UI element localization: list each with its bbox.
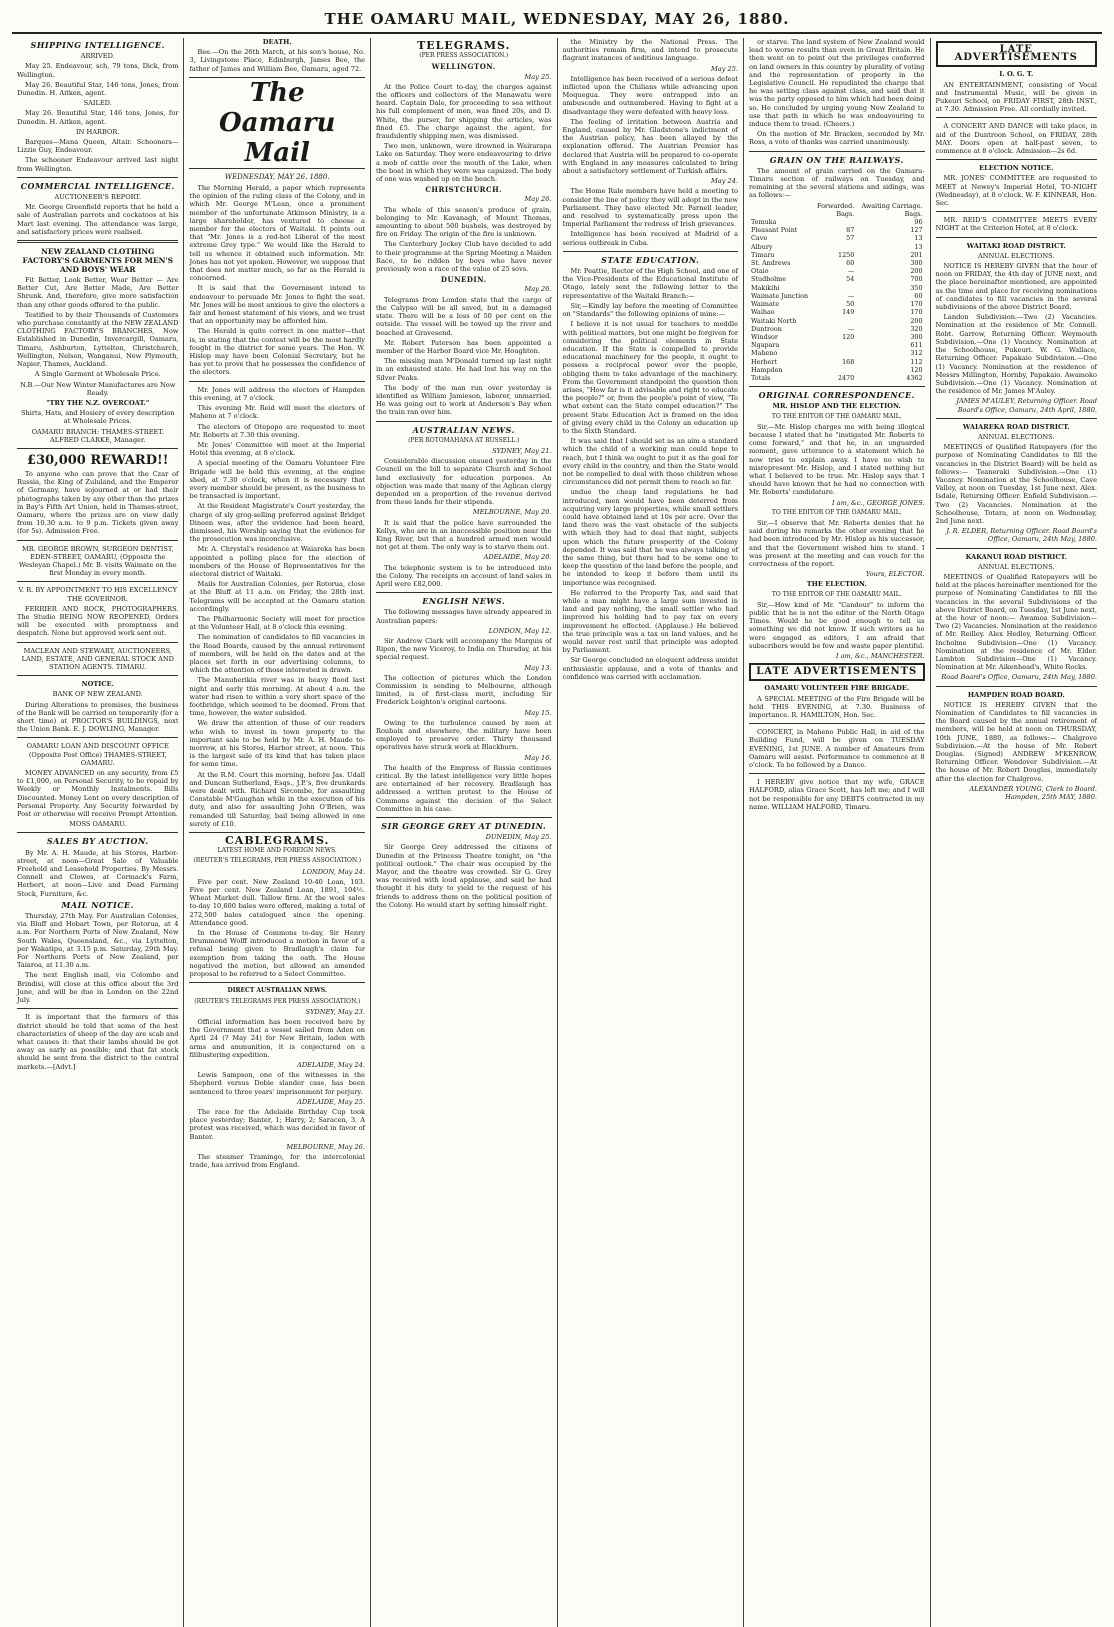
news-item: The Home Rule members have held a meeting to consider the line of policy they will adopt in the new Parliament. They have elected Mr. Parnell leader, and resolved to systematically press upon the Imperial Parliament the redress of Irish grievances. <box>562 187 739 229</box>
grain-heading: GRAIN ON THE RAILWAYS. <box>769 154 904 165</box>
cablegrams-subheading: LATEST HOME AND FOREIGN NEWS. <box>217 847 337 855</box>
grain-table <box>749 202 925 382</box>
ad-text: AN ENTERTAINMENT, consisting of Vocal and Instrumental Music, will be given in Pukeuri School, on FRIDAY FIRST, 28th INST., at 7.30. Admission Free. All cordially invited. <box>935 80 1097 114</box>
news-item: Sir George Grey addressed the citizens of Dunedin at the Princess Theatre tonight, on "the political outlook." The chair was occupied by the Mayor, and the theatre was crowded. Sir G. Grey was received with loud applause, and said he had thought it his duty to yield to the request of his friends to address them on the political position of the Colony. He would start by setting himself right. <box>375 843 552 909</box>
local-item: The Philharmonic Society will meet for practice at the Volunteer Hall, at 8 o'clock this evening. <box>189 614 365 632</box>
divider <box>376 592 552 593</box>
cablegrams-heading: CABLEGRAMS. <box>225 834 330 848</box>
cable-item: The steamer Tramingo, for the intercolonial trade, has arrived from England. <box>189 1152 365 1170</box>
grain-awaiting: 170 <box>910 308 923 317</box>
editorial-paragraph: The Morning Herald, a paper which represents the opinion of the ruling class of the Colony, and in which Mr. George M'Lean, once a prominent member of the unfortunate Atkinson Ministry, is a large shareholder, has ventured to choose a member for the electors of Waitaki. It points out that "Mr. Jones is a red-hot Liberal of the most extreme Grey type." We would like the Herald to tell us whence it obtained such information. Mr. Jones has not yet spoken. However, we suppose that that does not matter much, so far as the Herald is concerned. <box>189 184 365 283</box>
divider <box>749 773 925 774</box>
grain-awaiting: 350 <box>910 283 923 292</box>
loan-office-name: MOSS OAMARU. <box>69 820 127 829</box>
news-item: The telephonic system is to be introduced into the Colony. The receipts on account of land sales in April were £82,000. <box>375 563 552 588</box>
column-6 <box>931 38 1102 1627</box>
divider <box>17 675 178 676</box>
grain-station: Waimate <box>751 300 780 309</box>
letter-signature: I am, &c., GEORGE JONES. <box>831 498 925 507</box>
ad-text: A CONCERT AND DANCE will take place, in aid of the Duntroon School, on FRIDAY, 28th MAY. Doors open at half-past seven, to commence at 8 o'clock. Admission—2s 6d. <box>935 122 1097 156</box>
grain-station: Windsor <box>751 332 778 341</box>
clothing-ad-branches: Testified to by their Thousands of Customers who purchase constantly at the NEW ZEALAND CLOTHING FACTORY'S BRANCHES, Now Established in Dunedin, Invercargill, Oamaru, Timaru, Ashburton, Lyttelton, Christchurch, Wellington, Nelson, Wanganui, New Plymouth, Napier, Thames, Auckland. <box>17 310 179 369</box>
local-item: A special meeting of the Oamaru Volunteer Fire Brigade will be held this evening, at the engine shed, at 7.30 o'clock, when it is necessary that every member should be present, as the business to be transacted is important. <box>189 459 365 501</box>
grain-awaiting: 96 <box>914 218 923 227</box>
grain-forwarded <box>813 366 856 374</box>
grain-row <box>749 259 925 267</box>
divider <box>749 723 925 724</box>
divider <box>936 548 1097 549</box>
late-ads-header: LATE ADVERTISEMENTS <box>936 41 1097 67</box>
dateline: LONDON, May 24. <box>302 867 365 876</box>
grain-row <box>749 292 925 300</box>
local-item: Mails for Australian Colonies, per Rotorua, close at the Bluff at 11 a.m. on Friday, the 28th inst. Telegrams will be accepted at the Oamaru station accordingly. <box>189 580 365 613</box>
grain-awaiting: 200 <box>910 316 923 325</box>
grain-row <box>749 300 925 308</box>
local-item: At the R.M. Court this morning, before Jas. Udall and Duncan Sutherland, Esqs., J.P.'s, five drunkards were dealt with. Richard Sircombe, for assaulting Constable M'Gaughan while in the execution of his duty, and also for assaulting John O'Brien, was remanded till Saturday, bail being allowed in one surety of £10. <box>189 770 365 828</box>
ad-title: ELECTION NOTICE. <box>979 164 1054 173</box>
grey-heading: SIR GEORGE GREY AT DUNEDIN. <box>381 821 547 832</box>
paper-title: The Oamaru Mail <box>189 77 365 169</box>
dateline: May 26. <box>524 195 552 204</box>
telegram-item: Telegrams from London state that the cargo of the Calypso will be all saved, but in a damaged state. There will be a loss of 50 per cent on the outside. The vessel will be towed up the river and beached at Gravesend. <box>375 295 552 337</box>
news-item: The health of the Empress of Russia continues critical. By the latest intelligence very little hopes are entertained of her recovery. Bradlaugh has addressed a written protest to the House of Commons against the decision of the Select Committee in his case. <box>375 763 552 813</box>
grain-col-awaiting: Awaiting Carriage. <box>861 201 923 210</box>
ad-signature: ALEXANDER YOUNG, Clerk to Board. Hampden, 25th MAY, 1880. <box>969 784 1097 802</box>
dateline: SYDNEY, May 23. <box>305 1007 365 1016</box>
grain-forwarded: 168 <box>842 357 855 366</box>
dateline: May 24. <box>711 177 739 186</box>
grain-station: St. Andrews <box>751 259 791 268</box>
grain-forwarded: 87 <box>846 226 855 235</box>
ad-subtitle: ANNUAL ELECTIONS. <box>978 562 1055 571</box>
letter-paragraph: He referred to the Property Tax, and said that while a man might have a large sum invested in land and pay nothing, the small settler who had improved his holding had to pay tax on every improvement he effected. (Applause.) He believed the true principle was a tax on land values, and he would never rest until that principle was adopted by Parliament. <box>562 588 739 655</box>
letter-salutation: TO THE EDITOR OF THE OAMARU MAIL. <box>771 590 902 598</box>
grain-row <box>749 317 925 325</box>
dateline: LONDON, May 12. <box>488 626 552 635</box>
ad-subtitle: ANNUAL ELECTIONS. <box>978 251 1055 260</box>
grain-forwarded: 120 <box>842 332 855 341</box>
ad-text: MR. REID'S COMMITTEE MEETS EVERY NIGHT at the Criterion Hotel, at 8 o'clock. <box>935 216 1097 233</box>
grain-forwarded: — <box>847 291 855 300</box>
ship-entry: May 26. Beautiful Star, 146 tons, Jones, for Dunedin. H. Aitken, agent. <box>17 109 179 126</box>
ship-entry: May 25. Endeavour, sch, 79 tons, Dick, from Wellington. <box>17 62 179 79</box>
divider <box>189 381 365 382</box>
sailed-heading: SAILED. <box>83 99 112 108</box>
cable-item: Official information has been received here by the Government that a vessel sailed from Aden on April 24 (? May 24) for New Britain, laden with arms and ammunition, it is conjectured on a filibustering expedition. <box>189 1017 365 1059</box>
grain-forwarded <box>813 349 856 357</box>
divider <box>189 982 365 983</box>
editorial-paragraph: The Herald is quite correct in one matter—that is, in stating that the contest will be the most hardly fought in the district for some years. The Hon. W. Hislop may have been Colonial Secretary, but he has yet to prove that he possesses the confidence of the electors. <box>189 327 365 377</box>
grain-station: Herbert <box>751 357 777 366</box>
dateline: ADELAIDE, May 24. <box>297 1060 365 1069</box>
place-heading: DUNEDIN. <box>440 275 487 285</box>
grain-table-body <box>749 218 925 374</box>
grain-forwarded <box>813 317 856 325</box>
shipping-title: SHIPPING INTELLIGENCE. <box>30 40 165 50</box>
grain-station: Pleasant Point <box>751 226 798 235</box>
divider <box>376 817 552 818</box>
local-item: The nomination of candidates to fill vacancies in the Road Boards, caused by the annual retirement of members, will be held on the dates and at the places set forth in our advertising columns, to which the attention of those interested is drawn. <box>189 633 365 675</box>
editorial-paragraph: It is said that the Government intend to endeavour to persuade Mr. Jones to fight the seat. Mr. Jones will be most anxious to give the electors a fair and honest statement of his views, and we trust that an opportunity may be afforded him. <box>189 284 365 326</box>
divider <box>936 686 1097 687</box>
grain-forwarded: 54 <box>846 275 855 284</box>
letter-signature: I am, &c., MANCHESTER. <box>835 652 925 661</box>
divider <box>17 642 178 643</box>
reward-headline: £30,000 REWARD!! <box>27 452 169 468</box>
cable-item: Lewis Sampson, one of the witnesses in the Shepherd versus Dobie slander case, has been sentenced to three years' imprisonment for perjury. <box>189 1071 365 1096</box>
grain-station: Hampden <box>751 365 783 374</box>
divider <box>17 832 178 833</box>
telegram-item: The Canterbury Jockey Club have decided to add to their programme at the Spring Meeting a Maiden Race, to be ridden by boys who have never previously won a race of the value of 25 sovs. <box>375 240 552 274</box>
direct-news-heading: DIRECT AUSTRALIAN NEWS. <box>227 987 327 995</box>
sales-text: By Mr. A. H. Maude, at his Stores, Harbor-street, at noon—Great Sale of Valuable Freehold and Leasehold Properties. By Messrs. Connell and Clowes, at Cormack's Farm, Herbert, at noon—Live and Dead Farming Stock, Furniture, &c. <box>17 848 179 898</box>
telegram-item: Mr. Robert Paterson has been appointed a member of the Harbor Board vice Mr. Houghton. <box>375 338 552 355</box>
mail-notice-text-2: The next English mail, via Colombo and Brindisi, will close at this office about the 3rd June, and will be due in London on the 22nd July. <box>17 971 179 1005</box>
local-item: Mr. Jones will address the electors of Hampden this evening, at 7 o'clock. <box>189 385 365 402</box>
divider <box>17 737 178 738</box>
dateline: DUNEDIN, May 25. <box>485 833 552 842</box>
grain-awaiting: 13 <box>914 242 923 251</box>
ad-signature: JAMES M'AULEY, Returning Officer. Road Board's Office, Oamaru, 24th April, 1880. <box>956 397 1097 414</box>
grain-row <box>749 251 925 259</box>
local-item: At the Resident Magistrate's Court yesterday, the charge of sly grog-selling preferred against Bridget Dineen was, after the evidence had been heard, dismissed, his Worship saying that the evidence for the prosecution was inconclusive. <box>189 502 365 544</box>
grain-forwarded <box>813 284 856 292</box>
reward-text: To anyone who can prove that the Czar of Russia, the King of Zululand, and the Emperor of Germany, have sojourned at or had their photographs taken by any other than the prizes in Bay's Fifth Art Union, held in Thames-street, Oamaru, where the prizes are on view daily from 10.30 a.m. to 9 p.m. Tickets given away (for 5s). Admission Free. <box>17 469 179 536</box>
cable-item: In the House of Commons to-day, Sir Henry Drummond Wolff introduced a motion in favor of a refusal being given to Bradlaugh's claim for exemption from taking the oath. The House negatived the motion, but allowed an amended proposal to be referred to a Select Committee. <box>189 929 365 979</box>
grain-forwarded: 149 <box>842 308 855 317</box>
grain-row <box>749 308 925 316</box>
ad-signature: J. R. ELDER, Returning Officer. Road Board's Office, Oamaru, 24th May, 1880. <box>946 527 1097 544</box>
ad-title: WAIAREKA ROAD DISTRICT. <box>962 422 1070 431</box>
masthead: THE OAMARU MAIL, WEDNESDAY, MAY 26, 1880. <box>12 10 1102 34</box>
clothing-ad-winter: N.B.—Our New Winter Manufactures are Now Ready. <box>20 380 176 397</box>
grain-total-forwarded: 2470 <box>838 373 855 382</box>
grain-row <box>749 234 925 242</box>
local-item: Mr. A. Chrystal's residence at Waiareka has been appointed a polling place for the election of members of the House of Representatives for the electoral district of Waitaki. <box>189 545 365 578</box>
news-item: The following messages have already appeared in Australian papers: <box>375 608 552 625</box>
divider <box>936 117 1097 118</box>
divider <box>749 151 925 152</box>
grain-row <box>749 243 925 251</box>
letter-paragraph: It was said that I should set as an aim a standard which the child of a working man could hope to reach, but I think we ought to put it as the goal for every child in the country, and then the State would not be compelled to deal with those children whose circumstances did not permit them to reach so far. <box>562 437 739 487</box>
grain-awaiting: 112 <box>910 357 923 366</box>
grain-station: Maheno <box>751 349 778 358</box>
grain-forwarded <box>813 341 856 349</box>
grain-row <box>749 333 925 341</box>
local-item: We draw the attention of those of our readers who wish to invest in town property to the important sale to be held by Mr. A. H. Maude to-morrow, at his Stores, Harbor street, at noon. This is the largest sale of its kind that has taken place for some time. <box>189 719 365 769</box>
ad-title: OAMARU VOLUNTEER FIRE BRIGADE. <box>764 684 910 693</box>
grain-awaiting: 700 <box>910 275 923 284</box>
letter-salutation: TO THE EDITOR OF THE OAMARU MAIL. <box>771 412 902 420</box>
grain-awaiting: 611 <box>910 341 923 350</box>
death-heading: DEATH. <box>262 38 292 46</box>
grain-station: Otaio <box>751 267 769 276</box>
grain-awaiting: 170 <box>910 300 923 309</box>
mail-notice-heading: MAIL NOTICE. <box>61 899 134 910</box>
grain-forwarded: 60 <box>846 259 855 268</box>
dateline: May 16. <box>524 753 552 762</box>
clothing-ad-branch: OAMARU BRANCH: THAMES-STREET. ALFRED CLARKE, Manager. <box>31 427 164 444</box>
death-notice: Bee.—On the 26th March, at his son's house, No. 3, Livingstone Place, Edinburgh, James Bee, the father of James and William Bee, Oamaru, aged 72. <box>189 48 365 73</box>
grain-col-forwarded: Forwarded. <box>816 201 855 210</box>
grain-row <box>749 275 925 283</box>
grain-station: Timaru <box>751 250 775 259</box>
grain-total-awaiting: 4362 <box>906 373 923 382</box>
news-item: The collection of pictures which the London Commission is sending to Melbourne, although limited, is of first-class merit, including Sir Frederick Leighton's original cartoons. <box>375 673 552 707</box>
state-education-heading: STATE EDUCATION. <box>601 254 700 265</box>
telegram-item: The missing man M'Donald turned up last night in an exhausted state. He had lost his way on the Silver Peaks. <box>375 357 552 382</box>
ad-title: WAITAKI ROAD DISTRICT. <box>966 241 1066 250</box>
telegram-item: At the Police Court to-day, the charges against the officers and collectors of the Manawatu were heard. Captain Dale, for proceeding to sea without his full complement of men, was fined 20s, and D. White, the purser, for shipping the articles, was fined £5. The charge against the agent, for fraudulently shipping men, was dismissed. <box>375 82 552 141</box>
grain-awaiting: 200 <box>910 267 923 276</box>
grain-row <box>749 358 925 366</box>
grain-awaiting: 13 <box>914 234 923 243</box>
ad-text: MEETINGS of Qualified Ratepayers (for the purpose of Nominating Candidates to fill the vacancies in the District Board) will be held as follows:— Teaneraki Subdivision.—One (1) Vacancy. Nomination at the Schoolhouse, Cave Valley, at noon on Tuesday, 1st June next. Alex. Isdale, Returning Officer. Enfield Subdivision.—Two (2) Vacancies. Nomination at the Schoolhouse, Totara, at noon on Wednesday, 2nd June next. <box>935 443 1097 525</box>
telegrams-source: (PER PRESS ASSOCIATION.) <box>419 52 509 60</box>
cable-item: The race for the Adelaide Birthday Cup took place yesterday; Banter, 1; Harry, 2; Saracen, 3. A protest was received, which was decided in favor of Banter. <box>189 1107 365 1141</box>
grain-station: Waitaki North <box>751 316 797 325</box>
news-item: or starve. The land system of New Zealand would lead to worse results than even in Great Britain. He then went on to point out the privileges conferred on land owners in this country by plurality of voting and the representation of property in the Legislative Council. He repudiated the charge that he was setting class against class, and said that it was the party opposed to him which had been doing so. He concluded by urging young New Zealand to use that path in which he was endeavouring to induce them to tread. (Cheers.) <box>749 38 925 129</box>
advert-text: It is important that the farmers of this district should be told that some of the best characteristics of sheep of the day are scab and what causes it: that their lambs should be got away as early as possible; and that fat stock should be sent from the district to the central markets.—[Advt.] <box>17 1013 179 1071</box>
ad-text: Landon Subdivision.—Two (2) Vacancies. Nomination at the residence of Mr. Connell. Robt. Garrow, Returning Officer. Weymouth Subdivision.—One (1) Vacancy. Nomination at the Schoolhouse, Pukeuri. W. G. Wallace, Returning Officer. Papakaio Subdivision.—One (1) Vacancy. Nomination at the residence of Messrs Millington, Hornby, Papakaio. Awamoko Subdivision.—One (1) Vacancy. Nomination at the residence of Mr. James M'Auley. <box>935 313 1097 396</box>
dateline: May 13. <box>524 663 552 672</box>
telegrams-heading: TELEGRAMS. <box>417 39 511 52</box>
grain-station: Waihao <box>751 308 775 317</box>
in-harbor-heading: IN HARBOR. <box>76 127 120 136</box>
photographer-ad: FERRIER AND ROCK, PHOTOGRAPHERS. The Studio BEING NOW REOPENED, Orders will be executed with promptness and despatch. None but approved work sent out. <box>17 604 179 638</box>
grain-awaiting: 120 <box>910 365 923 374</box>
column-1 <box>12 38 184 1627</box>
divider <box>17 240 178 243</box>
ad-title: KAKANUI ROAD DISTRICT. <box>965 552 1067 561</box>
editorial-dateline: WEDNESDAY, MAY 26, 1880. <box>224 172 330 181</box>
divider <box>936 418 1097 419</box>
direct-news-source: (REUTER'S TELEGRAMS PER PRESS ASSOCIATION.) <box>194 997 361 1005</box>
grain-forwarded: 50 <box>846 300 855 309</box>
telegram-item: The whole of this season's produce of grain, belonging to Mr. Kavanagh, of Mount Thomas, amounting to about 500 bushels, was destroyed by fire on Friday. The origin of the fire is unknown. <box>375 205 552 239</box>
english-news-heading: ENGLISH NEWS. <box>422 596 506 607</box>
divider <box>936 237 1097 238</box>
loan-office-text: MONEY ADVANCED on any security, from £5 to £1,000, on Personal Security, to be repaid by Weekly or Monthly Instalments. Bills Discounted. Money Lent on every description of Personal Property. Any Security forwarded by Post or otherwise will receive Prompt Attention. <box>17 769 179 819</box>
grain-row <box>749 267 925 275</box>
divider <box>17 540 178 541</box>
grain-station: Temuka <box>751 218 777 227</box>
divider <box>749 386 925 387</box>
telegram-item: Two men, unknown, were drowned in Wairarapa Lake on Saturday. They were endeavouring to drive a mob of cattle over the mouth of the Lake, when the boat in which they were was capsized. The body of one was washed up on the beach. <box>375 142 552 184</box>
cable-item: Five per cent. New Zealand 10-40 Loan, 103. Five per cent. New Zealand Loan, 1891, 104½. Wheat Market dull. Tallow firm. At the wool sales to-day 10,600 bales were offered, making a total of 272,500 bales catalogued since the opening. Attendance good. <box>189 877 365 927</box>
dateline: May 25. <box>711 64 739 73</box>
letter-paragraph: Sir,—How kind of Mr. "Candour" to inform the public that he is not the editor of the North Otago Times. Would he be good enough to tell us something we did not know. If such writers as he were engaged as editors, I am afraid that subscribers would be few and waste paper plentiful. <box>749 600 925 650</box>
auctioneer-report: Mr. George Greenfield reports that he held a sale of Australian parrots and cockatoos at his Mart last evening. The attendance was large, and satisfactory prices were realised. <box>17 203 179 236</box>
ad-text: I HEREBY give notice that my wife, GRACE HALFORD, alias Grace Scott, has left me; and I will not be responsible for any DEBTS contracted in my name. WILLIAM HALFORD, Timaru. <box>749 778 925 811</box>
ad-title: HAMPDEN ROAD BOARD. <box>967 690 1065 699</box>
ad-text: A SPECIAL MEETING of the Fire Brigade will be held THIS EVENING, at 7.30. Business of importance. R. HAMILTON, Hon. Sec. <box>749 694 925 720</box>
arrived-heading: ARRIVED. <box>80 52 115 61</box>
column-2 <box>184 38 371 1627</box>
divider <box>17 177 178 178</box>
grain-row <box>749 349 925 357</box>
news-item: Intelligence has been received at Madrid of a serious outbreak in Cuba. <box>562 230 739 247</box>
local-item: The Manuherikia river was in heavy flood last night and early this morning. At about 4 a.m. the water had risen to within a very short space of the footbridge, which seemed to be doomed. From that time, however, the water subsided. <box>189 676 365 718</box>
column-4 <box>558 38 745 1627</box>
cablegrams-source: (REUTER'S TELEGRAMS, PER PRESS ASSOCIATION.) <box>193 857 362 865</box>
loan-office-title: OAMARU LOAN AND DISCOUNT OFFICE (Opposite Post Office) THAMES-STREET, OAMARU. <box>26 742 169 767</box>
ad-signature: Road Board's Office, Oamaru, 24th May, 1880. <box>941 673 1097 682</box>
grain-intro: The amount of grain carried on the Oamaru-Timaru section of railways on Tuesday, and remaining at the several stations and sidings, was as follows:— <box>749 166 925 200</box>
letter-paragraph: Mr. Peattie, Rector of the High School, and one of the Vice-Presidents of the Educational Institute of Otago, lately sent the following letter to the representative of the Waitaki Branch:— <box>562 267 739 300</box>
dateline: MELBOURNE, May 26. <box>286 1142 365 1151</box>
grain-awaiting: 127 <box>910 226 923 235</box>
grain-awaiting: 300 <box>910 332 923 341</box>
dateline: SYDNEY, May 21. <box>492 446 552 455</box>
grain-awaiting: 60 <box>914 291 923 300</box>
divider <box>17 1008 178 1009</box>
ad-subtitle: ANNUAL ELECTIONS. <box>978 432 1055 441</box>
divider <box>936 211 1097 212</box>
grain-awaiting: 201 <box>910 250 923 259</box>
news-item: the Ministry by the National Press. The authorities remain firm, and intend to prosecute flagrant instances of seditious language. <box>562 38 739 63</box>
grain-forwarded: — <box>847 267 855 276</box>
commercial-title: COMMERCIAL INTELLIGENCE. <box>20 180 175 191</box>
grain-row <box>749 366 925 374</box>
grain-row <box>749 226 925 234</box>
ship-entry: May 26. Beautiful Star, 146 tons, Jones, from Dunedin. H. Aitken, agent. <box>17 80 179 98</box>
auctioneer-ad: MACLEAN AND STEWART, AUCTIONEERS, LAND, ESTATE, AND GENERAL STOCK AND STATION AGENTS. TIMARU. <box>21 646 174 671</box>
grain-forwarded: — <box>847 324 855 333</box>
dateline: May 25. <box>524 72 552 81</box>
clothing-ad-hosiery: Shirts, Hats, and Hosiery of every description at Wholesale Prices. <box>21 409 175 426</box>
ad-text: CONCERT, in Maheno Public Hall, in aid of the Building Fund, will be given on TUESDAY EVENING, 1st JUNE. A number of Amateurs from Oamaru will assist. Performance to commence at 8 o'clock. To be followed by a Dance. <box>749 728 925 770</box>
grain-row <box>749 218 925 226</box>
place-heading: WELLINGTON. <box>431 62 496 72</box>
divider <box>936 159 1097 160</box>
local-item: This evening Mr. Reid will meet the electors of Maheno at 7 o'clock. <box>189 404 365 421</box>
auctioneer-report-heading: AUCTIONEER'S REPORT. <box>54 193 142 202</box>
news-item: On the motion of Mr. Bracken, seconded by Mr. Ross, a vote of thanks was carried unanimously. <box>749 130 925 147</box>
grain-row <box>749 325 925 333</box>
news-item: It is said that the police have surrounded the Kellys, who are in an inaccessible position near the King River, but that a hundred armed men would not get at them. The only way is to starve them out. <box>375 518 552 552</box>
grain-table-units <box>749 210 925 218</box>
letter-paragraph: Sir,—Mr. Hislop charges me with being illogical because I stated that he "instigated Mr. Roberts to come forward," and that he, in an unguarded moment, gave utterance to a statement which he now tries to explain away. I have no wish to misrepresent Mr. Hislop, and I stated nothing but what I believed to be true. Mr. Hislop says that I should have known that he had no connection with Mr. Roberts' candidature. <box>749 422 925 497</box>
appointment-line: V. R. BY APPOINTMENT TO HIS EXCELLENCY THE GOVERNOR. <box>18 586 178 603</box>
grain-awaiting: 312 <box>910 349 923 358</box>
news-item: Considerable discussion ensued yesterday in the Council on the bill to separate Church and School land exclusively for education purposes. An objection was made that many of the Aglican clergy depended on a proportion of the revenue derived from these lands for their stipends. <box>375 457 552 507</box>
ad-text: MR. JONES' COMMITTEE are requested to MEET at Newey's Imperial Hotel, TO-NIGHT (Wednesday), at 8 o'clock. W. F. KINNEAR, Hon. Sec. <box>935 174 1097 208</box>
grain-forwarded <box>813 218 856 226</box>
australian-news-heading: AUSTRALIAN NEWS. <box>412 424 515 435</box>
grain-station: Waimate Junction <box>751 291 809 300</box>
grain-total-row <box>749 374 925 382</box>
bank-name: BANK OF NEW ZEALAND. <box>52 690 143 699</box>
grain-station: Studholme <box>751 275 787 284</box>
grain-station: Albury <box>751 242 773 251</box>
letter-paragraph: I believe it is not usual for teachers to meddle with political matters, but one might be forgiven for considering the political elements in State education. If the State is compelled to provide educational machinery for the people, it ought to possess a reciprocal power over the people, obliging them to take advantage of the machinery. From the Government standpoint the question then arises, "How far is it advisable and right to educate the people?" or, from the people's point of view, "To what extent can the State compel education?" The present State Education Act is framed on the idea of giving every child in the Colony an education up to the Sixth Standard. <box>562 320 739 435</box>
divider <box>17 448 178 449</box>
grain-unit: Bags. <box>836 209 855 218</box>
ad-text: NOTICE IS HEREBY GIVEN that the hour of noon on FRIDAY, the 4th day of JUNE next, and the place hereinafter mentioned, are appointed as the time and place for receiving nominations of candidates to fill vacancies in the several subdivisions of the above District Board. <box>935 262 1097 312</box>
grain-unit: Bags. <box>904 209 923 218</box>
grain-forwarded <box>813 243 856 251</box>
grain-forwarded: 57 <box>846 234 855 243</box>
column-5 <box>744 38 931 1627</box>
dateline: May 15. <box>524 708 552 717</box>
grain-row <box>749 284 925 292</box>
letter-salutation: TO THE EDITOR OF THE OAMARU MAIL. <box>771 508 902 516</box>
columns <box>12 38 1102 1627</box>
letter-title: THE ELECTION. <box>806 580 867 589</box>
dateline: ADELAIDE, May 25. <box>297 1097 365 1106</box>
local-item: Mr. Jones' Committee will meet at the Imperial Hotel this evening, at 8 o'clock. <box>189 440 365 458</box>
place-heading: CHRISTCHURCH. <box>425 185 503 195</box>
dateline: ADELAIDE, May 20. <box>483 553 552 562</box>
column-3 <box>371 38 558 1627</box>
ad-title: I. O. G. T. <box>999 70 1034 79</box>
letter-signature: Yours, ELECTOR. <box>865 570 925 579</box>
grain-station: Cave <box>751 234 768 243</box>
divider <box>376 421 552 422</box>
ad-text: NOTICE IS HEREBY GIVEN that the Nomination of Candidates to fill vacancies in the Board caused by the annual retirement of members, will be held at noon on THURSDAY, 10th JUNE, 1880, as follows:— Chalgrove Subdivision.—At the house of Mr. Robert Douglas. (Signed) ANDREW M'KENROW, Returning Officer. Wendover Subdivision.—At the house of Mr. Robert Douglas, immediately after the election for Chalgrove. <box>935 700 1097 783</box>
grain-row <box>749 341 925 349</box>
letter-title: MR. HISLOP AND THE ELECTION. <box>772 402 901 411</box>
news-item: Sir Andrew Clark will accompany the Marquis of Ripon, the new Viceroy, to India on Thursday, at his special request. <box>375 637 552 662</box>
grain-station: Makikihi <box>751 283 780 292</box>
bank-notice: During Alterations to premises, the business of the Bank will be carried on temporarily (for a short time) at PROCTOR'S BUILDINGS, next the Union Bank. E. J. DOWLING, Manager. <box>17 700 179 734</box>
notice-heading: NOTICE. <box>81 680 114 689</box>
grain-station: Duntroon <box>751 324 782 333</box>
ship-entry: Barques—Mana Queen, Altair. Schooners—Lizzie Guy, Endeavour. <box>17 138 179 155</box>
clothing-ad-wholesale: A Single Garment at Wholesale Price. <box>34 370 161 379</box>
grain-station: Ngapara <box>751 341 780 350</box>
letter-paragraph: Sir,—I observe that Mr. Roberts denies that he said during his remarks the other evening that he had been introduced by Mr. Hislop as his successor, and that the Government wished him to stand. I was present at the meeting and can vouch for the correctness of the report. <box>749 518 925 568</box>
grain-forwarded: 1250 <box>838 250 855 259</box>
news-item: The feeling of irritation between Austria and England, caused by Mr. Gladstone's indictment of the Austrian policy, has been allayed by the explanation offered. The Austrian Premier has declared that Austria will be prepared to co-operate with England in any measures calculated to bring about a satisfactory settlement of Turkish affairs. <box>562 117 739 176</box>
ad-text: MEETINGS of Qualified Ratepayers will be held at the places hereinafter mentioned for the purpose of Nominating Candidates to fill the vacancies in the several Subdivisions of the above District Board, on Tuesday, 1st June next, at the hour of noon:— Awamoa Subdivision—Two (2) Vacancies. Nomination at the residence of Mr. Reilley. Alex Hedley, Returning Officer. Incholme Subdivision—One (1) Vacancy. Nomination at the residence of Mr. Elder. Lambton Subdivision—One (1) Vacancy. Nomination at Mr. Aikenhead's, White Rocks. <box>935 572 1097 672</box>
divider <box>189 832 365 833</box>
sales-heading: SALES BY AUCTION. <box>46 836 149 847</box>
divider <box>17 581 178 582</box>
clothing-ad-text: Fit Better, Look Better, Wear Better — Are Better Cut, Are Better Made, Are Better Shrunk. And, therefore, give more satisfaction than any other goods offered to the public. <box>17 276 179 309</box>
dateline: MELBOURNE, May 20. <box>472 508 552 517</box>
clothing-ad-overcoat: "TRY THE N.Z. OVERCOAT." <box>46 398 150 407</box>
grain-total-label: Totals <box>751 373 771 382</box>
dateline: May 26. <box>524 285 552 294</box>
grain-awaiting: 300 <box>910 259 923 268</box>
letter-paragraph: undue the cheap land regulations he had introduced, men would have been deterred from acquiring very large properties, while small settlers could have obtained land at 10s per acre. Over the land there was the vast obstacle of the subjects with which they had to deal that night, subjects upon which the future prosperity of the Colony depended. It was said that he was always talking of the same thing, but there had to be some one to keep the question of the land before the people, and he intended to keep it before them until its importance was recognised. <box>562 488 739 587</box>
news-item: Intelligence has been received of a serious defeat inflicted upon the Chilians while advancing upon Moquegua. They were entrapped into an ambuscade and outnumbered. Having to fight at a disadvantage they were defeated with heavy loss. <box>562 74 739 116</box>
shipping-note: The schooner Endeavour arrived last night from Wellington. <box>17 156 179 173</box>
clothing-ad-title: NEW ZEALAND CLOTHING FACTORY'S GARMENTS FOR MEN'S AND BOYS' WEAR <box>22 247 173 275</box>
news-item: Owing to the turbulence caused by men at Roubaix and elsewhere, the military have been employed to preserve order. Thirty thousand operatives have struck work at Blackburn. <box>375 718 552 752</box>
local-item: The electors of Otepopo are requested to meet Mr. Roberts at 7.30 this evening. <box>189 422 365 439</box>
mail-notice-text: Thursday, 27th May. For Australian Colonies, via Bluff and Hobart Town, per Rotorua, at 4 a.m. For Northern Ports of New Zealand, New South Wales, Queensland, &c., via Lyttelton, per Wakatipu, at 3.15 p.m. Saturday, 29th May. For Northern Ports of New Zealand, per Taiaroa, at 11.30 a.m. <box>17 912 179 970</box>
telegram-item: The body of the man run over yesterday is identified as William Jamieson, laborer, unmarried. He was going out to work at Anderson's Bay when the train ran over him. <box>375 383 552 417</box>
dentist-ad: MR. GEORGE BROWN, SURGEON DENTIST, EDEN-STREET, OAMARU, (Opposite the Wesleyan Chapel.) Mr. B. visits Waimate on the first Monday in every month. <box>18 544 177 578</box>
grain-table-head <box>749 202 925 210</box>
late-ads-header: LATE ADVERTISEMENTS <box>749 663 925 681</box>
divider <box>563 251 739 252</box>
australian-news-source: (PER ROTOMAHANA AT RUSSELL.) <box>408 436 520 444</box>
letter-paragraph: Sir,—Kindly lay before the meeting of Committee on "Standards" the following opinions of mine:— <box>562 301 739 319</box>
letter-paragraph: Sir George concluded an eloquent address amidst enthusiastic applause, and a vote of thanks and confidence was carried with acclamation. <box>562 656 739 681</box>
grain-awaiting: 320 <box>910 324 923 333</box>
correspondence-heading: ORIGINAL CORRESPONDENCE. <box>758 390 915 401</box>
